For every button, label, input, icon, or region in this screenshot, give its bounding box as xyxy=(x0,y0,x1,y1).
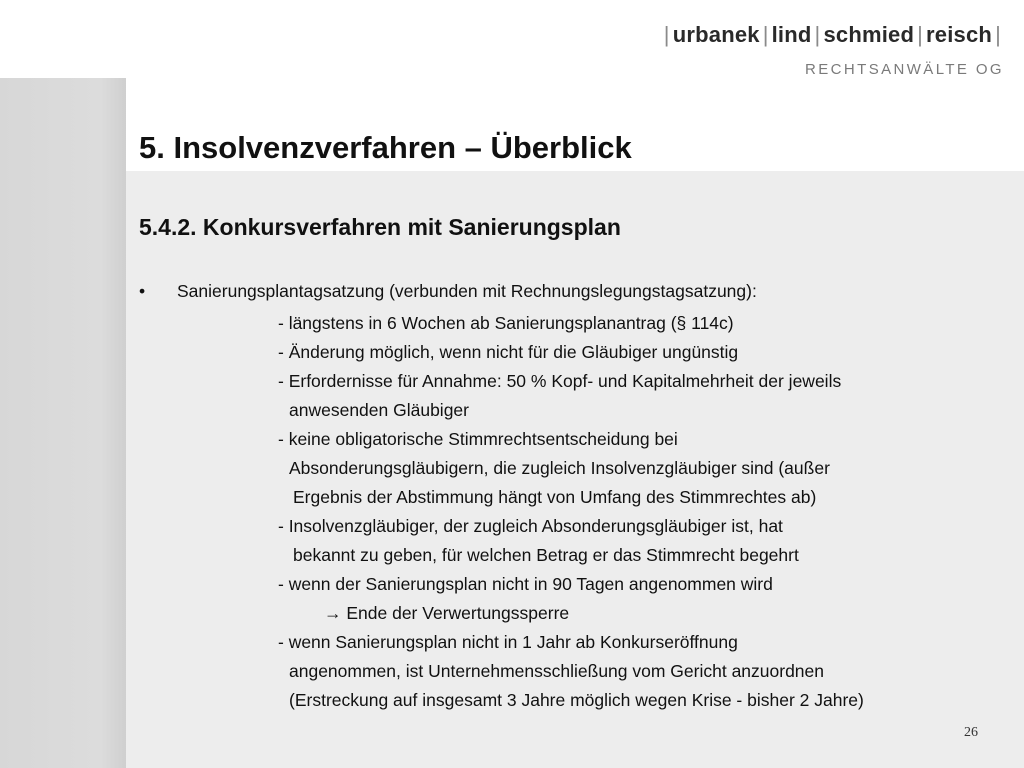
slide-subtitle: 5.4.2. Konkursverfahren mit Sanierungsplan xyxy=(139,214,621,240)
detail-line: - Erfordernisse für Annahme: 50 % Kopf- und Kapitalmehrheit der jeweils xyxy=(278,371,842,391)
left-decor-bar xyxy=(0,78,126,768)
logo-separator: | xyxy=(917,22,924,47)
logo-name-urbanek: urbanek xyxy=(672,22,760,47)
firm-logo xyxy=(661,22,1004,78)
logo-separator: | xyxy=(762,22,769,47)
detail-line: - wenn der Sanierungsplan nicht in 90 Tagen angenommen wird xyxy=(278,574,773,594)
logo-separator: | xyxy=(814,22,821,47)
logo-separator: | xyxy=(663,22,670,47)
bullet-symbol: • xyxy=(139,281,146,301)
detail-line: - Änderung möglich, wenn nicht für die Gläubiger ungünstig xyxy=(278,342,739,362)
page-number: 26 xyxy=(964,725,978,740)
firm-logo-names xyxy=(661,22,1004,48)
detail-line-continuation: angenommen, ist Unternehmensschließung vom Gericht anzuordnen xyxy=(289,661,825,681)
detail-line: - keine obligatorische Stimmrechtsentscheidung bei xyxy=(278,429,678,449)
detail-line: - wenn Sanierungsplan nicht in 1 Jahr ab Konkurseröffnung xyxy=(278,632,738,652)
detail-lines xyxy=(278,309,864,715)
detail-line: - Insolvenzgläubiger, der zugleich Absonderungsgläubiger ist, hat xyxy=(278,516,783,536)
detail-line-continuation: bekannt zu geben, für welchen Betrag er das Stimmrecht begehrt xyxy=(293,545,799,565)
bullet-text: Sanierungsplantagsatzung (verbunden mit Rechnungslegungstagsatzung): xyxy=(177,281,757,301)
left-decor-bar-fill xyxy=(0,78,126,768)
logo-name-reisch: reisch xyxy=(926,22,993,47)
logo-separator: | xyxy=(995,22,1001,47)
bullet-item xyxy=(139,281,757,302)
detail-line-continuation: (Erstreckung auf insgesamt 3 Jahre möglich wegen Krise - bisher 2 Jahre) xyxy=(289,690,864,710)
detail-line-continuation: Absonderungsgläubigern, die zugleich Insolvenzgläubiger sind (außer xyxy=(289,458,830,478)
detail-line-arrow: → Ende der Verwertungssperre xyxy=(324,603,570,623)
detail-line-continuation: Ergebnis der Abstimmung hängt von Umfang des Stimmrechtes ab) xyxy=(293,487,817,507)
detail-line-continuation: anwesenden Gläubiger xyxy=(289,400,469,420)
detail-line: - längstens in 6 Wochen ab Sanierungsplanantrag (§ 114c) xyxy=(278,313,734,333)
logo-name-schmied: schmied xyxy=(823,22,915,47)
slide-title: 5. Insolvenzverfahren – Überblick xyxy=(139,130,632,165)
firm-logo-subtitle: RECHTSANWÄLTE OG xyxy=(805,61,1004,78)
logo-name-lind: lind xyxy=(771,22,812,47)
